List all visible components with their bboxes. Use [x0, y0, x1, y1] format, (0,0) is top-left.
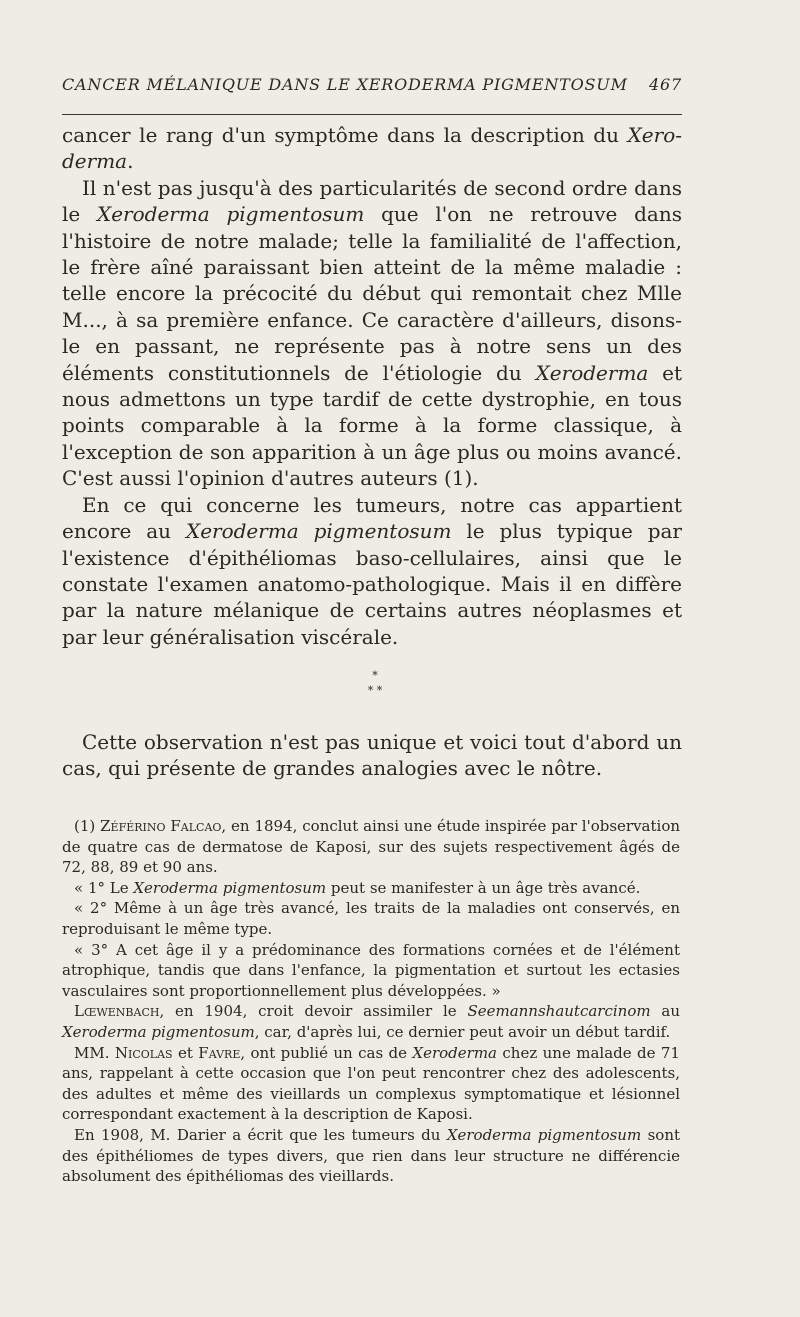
- asterism: [345, 668, 405, 698]
- running-header: [62, 75, 682, 94]
- footnote-point-2: « 2° Même à un âge très avancé, les traits de la maladies ont conservés, en reproduisant le même type.: [62, 899, 680, 938]
- text-run: Il n'est pas jusqu'à des particularités de second ordre dans le: [62, 175, 682, 227]
- section-text: [62, 729, 682, 782]
- paragraph-1: [62, 122, 682, 175]
- text-run: et: [172, 1043, 199, 1062]
- text-run: (1): [74, 817, 101, 835]
- italic-run: Xero-derma: [62, 123, 682, 174]
- text-run: En ce qui concerne les tumeurs, notre cas appartient encore au: [62, 492, 682, 544]
- footnotes: [62, 816, 680, 1187]
- paragraph-4: Cette observation n'est pas unique et voici tout d'abord un cas, qui présente de grandes analogies avec le nôtre.: [62, 730, 682, 781]
- footnote-point-3: « 3° A cet âge il y a prédominance des formations cornées et de l'élément atrophique, tandis que dans l'enfance, la pigmentation et surtout les ectasies vasculaires sont proportionnellement plus développées. »: [62, 940, 680, 1000]
- asterism-top: *: [372, 669, 378, 682]
- text-run: au: [650, 1002, 680, 1021]
- asterism-bottom: * *: [367, 684, 383, 697]
- text-run: , car, d'après lui, ce dernier peut avoir un début tardif.: [254, 1022, 671, 1041]
- text-run: , en 1904, croit devoir assimiler le: [159, 1002, 468, 1021]
- italic-run: Seemannshautcarcinom: [467, 1002, 651, 1021]
- text-run: cancer le rang d'un symptôme dans la description du: [62, 123, 628, 147]
- text-run: .: [127, 149, 134, 174]
- text-run: sont des épithéliomes de types divers, que rien dans leur structure ne différencie absolument des épithéliomas des vieillards.: [62, 1125, 681, 1186]
- text-run: « 1° Le: [74, 878, 134, 897]
- author-name: Zéférino Falcao: [100, 817, 222, 835]
- italic-run: Xeroderma: [412, 1043, 497, 1062]
- author-name: Nicolas: [114, 1043, 173, 1062]
- text-run: chez une malade de 71 ans, rappelant à cette occasion que l'on peut rencontrer chez des adolescents, des adultes et même des vieillards un complexus symptomatique et lésionnel correspondant exactement à la description de Kaposi.: [62, 1043, 680, 1124]
- paragraph-2: [62, 175, 682, 492]
- footnote-1: [62, 816, 680, 878]
- italic-run: Xeroderma: [535, 360, 649, 385]
- italic-run: Xeroderma pigmentosum: [446, 1125, 642, 1144]
- author-name: Favre: [198, 1043, 241, 1062]
- italic-run: Xeroderma pigmentosum: [185, 519, 452, 544]
- footnote-point-1: [62, 878, 680, 899]
- text-run: peut se manifester à un âge très avancé.: [326, 878, 641, 897]
- page-number: 467: [649, 75, 682, 94]
- text-run: , en 1894, conclut ainsi une étude inspirée par l'observation de quatre cas de dermatose de Kaposi, sur des sujets respectivement âgés de 72, 88, 89 et 90 ans.: [62, 817, 681, 877]
- text-run: le plus typique par l'existence d'épithéliomas baso-cellulaires, ainsi que le constate l'examen anatomo-pathologique. Mais il en diffère par la nature mélanique de certains autres néoplasmes et par leur généralisation viscérale.: [62, 519, 682, 649]
- main-text: [62, 122, 682, 650]
- text-run: et nous admettons un type tardif de cette dystrophie, en tous points comparable à la forme à la forme classique, à l'exception de son apparition à un âge plus ou moins avancé. C'est aussi l'opinion d'autres auteurs (1).: [62, 360, 683, 491]
- text-run: MM.: [74, 1043, 115, 1062]
- footnote-darier: [62, 1125, 680, 1187]
- text-run: En 1908, M. Darier a écrit que les tumeurs du: [74, 1125, 447, 1144]
- italic-run: Xeroderma pigmentosum: [62, 1022, 255, 1041]
- running-title: CANCER MÉLANIQUE DANS LE XERODERMA PIGMENTOSUM: [62, 75, 628, 94]
- paragraph-3: [62, 492, 682, 650]
- italic-run: Xeroderma pigmentosum: [96, 202, 365, 227]
- footnote-nicolas-favre: [62, 1043, 680, 1125]
- text-run: que l'on ne retrouve dans l'histoire de notre malade; telle la familialité de l'affection, le frère aîné paraissant bien atteint de la même maladie : telle encore la précocité du début qui remontait chez Mlle M..., à sa première enfance. Ce caractère d'ailleurs, disons-le en passant, ne représente pas à notre sens un des éléments constitutionnels de l'étiologie du: [62, 202, 682, 385]
- text-run: , ont publié un cas de: [240, 1043, 413, 1062]
- header-rule: [62, 114, 682, 115]
- italic-run: Xeroderma pigmentosum: [133, 878, 327, 897]
- footnote-lowenbach: [62, 1001, 680, 1042]
- author-name: Lœwenbach: [74, 1002, 160, 1021]
